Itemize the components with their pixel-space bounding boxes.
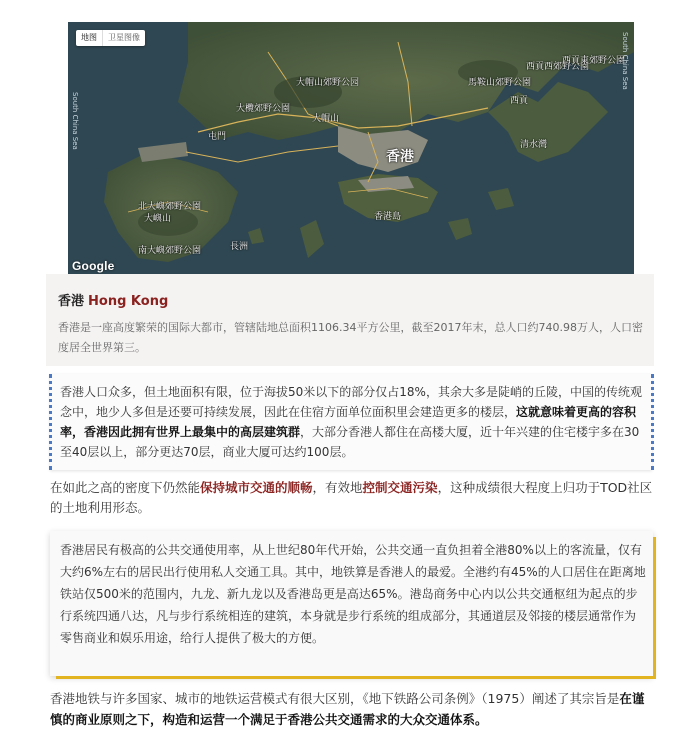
quote-box-density	[50, 374, 652, 470]
tod-text-1: 在如此之高的密度下仍然能	[50, 480, 201, 495]
mtr-text-bold: 在谨慎的商业原则之下，构造和运营一个满足于香港公共交通需求的大众交通体系。	[50, 691, 645, 727]
box-accent-right	[653, 537, 656, 678]
map-place-label: 西貢	[510, 96, 529, 106]
map-place-label: 大嶼山	[144, 214, 172, 224]
map-place-label: 大帽山	[312, 114, 340, 124]
map-place-label: 清水灣	[520, 140, 548, 150]
map-place-label: 馬鞍山郊野公園	[468, 78, 532, 88]
map-place-label: 南大嶼郊野公園	[138, 246, 202, 256]
place-title	[58, 290, 168, 309]
map-type-satellite[interactable]: 卫星图像	[102, 30, 145, 46]
place-title-en: Hong Kong	[88, 294, 169, 309]
quote-box-transit	[50, 531, 653, 676]
map-place-label: 大欖郊野公園	[236, 104, 291, 114]
map-type-toggle[interactable]	[76, 30, 145, 46]
mtr-paragraph	[50, 688, 656, 730]
map-place-label: 香港	[386, 149, 414, 165]
map-place-label: 屯門	[208, 132, 227, 142]
mtr-text: 香港地铁与许多国家、城市的地铁运营模式有很大区别，《地下铁路公司条例》（1975）阐述了其宗旨是	[50, 691, 620, 706]
box-border-right	[651, 374, 654, 470]
map-place-label: 香港島	[374, 212, 402, 222]
map-imagery	[68, 22, 634, 274]
tod-paragraph	[50, 478, 656, 518]
tod-text-2: ，有效地	[312, 480, 363, 495]
map-place-label: 大帽山郊野公园	[296, 78, 360, 88]
sea-label-right: South China Sea	[621, 32, 629, 90]
map-place-label: 北大嶼郊野公園	[138, 202, 202, 212]
tod-highlight-1: 保持城市交通的顺畅	[200, 480, 313, 495]
map-place-label: 西貢西郊野公園	[526, 62, 590, 72]
box-accent-bottom	[56, 676, 656, 679]
map-type-map[interactable]: 地图	[81, 33, 97, 42]
density-text-part2: ，大部分香港人都住在高楼大厦，近十年兴建的住宅楼宇多在30至40层以上，部分更达70层，商业大厦可达约100层。	[60, 425, 640, 459]
map-place-label: 西貢東郊野公園	[562, 56, 626, 66]
density-text-part1: 香港人口众多，但土地面积有限，位于海拔50米以下的部分仅占18%，其余大多是陡峭的丘陵，中国的传统观念中，地少人多但是还要可持续发展，因此在住宿方面单位面积里会建造更多的楼层，	[60, 385, 642, 419]
density-text	[60, 382, 646, 462]
place-description: 香港是一座高度繁荣的国际大都市，管辖陆地总面积1106.34平方公里，截至2017年末，总人口约740.98万人，人口密度居全世界第三。	[58, 321, 643, 354]
place-title-cn: 香港	[58, 294, 85, 309]
sea-label-left: South China Sea	[71, 92, 79, 150]
tod-text-3: ，这种成绩很大程度上归功于TOD社区的土地利用形态。	[50, 480, 653, 515]
google-logo: Google	[72, 259, 115, 273]
satellite-map[interactable]	[68, 22, 634, 274]
density-text-bold: 这就意味着更高的容积率，香港因此拥有世界上最集中的高层建筑群	[60, 405, 637, 439]
transit-text: 香港居民有极高的公共交通使用率，从上世纪80年代开始，公共交通一直负担着全港80%以上的客流量，仅有大约6%左右的居民出行使用私人交通工具。其中，地铁算是香港人的最爱。全港约有45%的人口居住在距离地铁站仅500米的范围内，九龙、新九龙以及香港岛更是高达65%。港岛商务中心内以公共交通枢纽为起点的步行系统四通八达，凡与步行系统相连的建筑，本身就是步行系统的组成部分，其通道层及邻接的楼层通常作为零售商业和娱乐用途，给行人提供了极大的方便。	[60, 543, 646, 645]
tod-highlight-2: 控制交通污染	[362, 480, 438, 495]
box-border-left	[49, 374, 52, 470]
place-info-card	[46, 274, 654, 366]
map-place-label: 長洲	[230, 242, 249, 252]
